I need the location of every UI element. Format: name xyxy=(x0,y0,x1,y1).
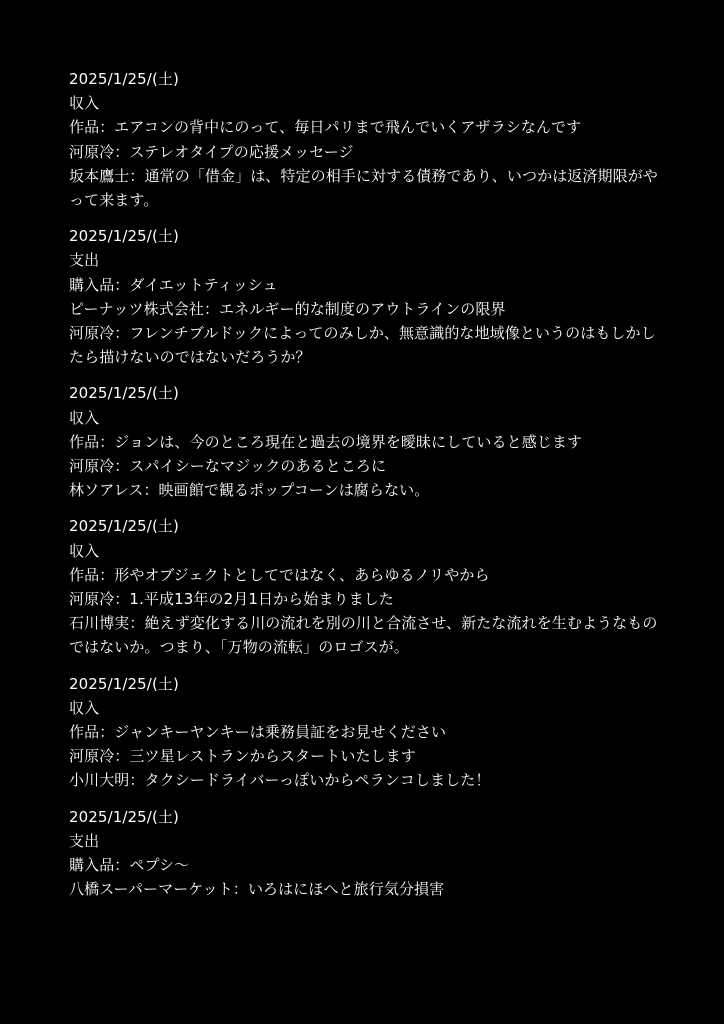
entry-line: 購入品：ペプシ〜 xyxy=(69,856,190,875)
entry-line: 作品：ジョンは、今のところ現在と過去の境界を曖昧にしていると感じます xyxy=(69,432,583,451)
entry-date: 2025/1/25/(土) xyxy=(69,227,179,246)
entry-line: 作品：ジャンキーヤンキーは乗務員証をお見せください xyxy=(69,723,447,742)
entry-line: 河原冷：スパイシーなマジックのあるところに xyxy=(69,457,387,476)
entry-type: 収入 xyxy=(69,698,100,717)
entry-line: 作品：エアコンの背中にのって、毎日パリまで飛んでいくアザラシなんです xyxy=(69,118,582,137)
ledger-entry xyxy=(69,381,669,502)
entry-date: 2025/1/25/(土) xyxy=(69,70,179,88)
ledger-entry xyxy=(69,805,669,902)
entry-type: 収入 xyxy=(69,541,100,560)
entry-line: 林ソアレス：映画館で観るポップコーンは腐らない。 xyxy=(69,481,430,500)
entry-type: 収入 xyxy=(69,94,100,113)
entry-date: 2025/1/25/(土) xyxy=(69,517,179,536)
entry-date: 2025/1/25/(土) xyxy=(69,674,179,693)
entry-date: 2025/1/25/(土) xyxy=(69,807,179,826)
ledger-entry xyxy=(69,672,669,793)
entry-line: 河原冷：ステレオタイプの応援メッセージ xyxy=(69,142,354,161)
entry-line: 購入品：ダイエットティッシュ xyxy=(69,275,278,294)
entry-type: 支出 xyxy=(69,831,100,850)
entry-line: 作品：形やオブジェクトとしてではなく、あらゆるノリやから xyxy=(69,565,490,584)
entry-line: 河原冷：三ツ星レストランからスタートいたします xyxy=(69,747,416,766)
entry-line: 八橋スーパーマーケット：いろはにほへと旅行気分損害 xyxy=(69,880,445,899)
ledger-entry xyxy=(69,514,669,659)
ledger-document xyxy=(69,67,669,914)
entry-line: 小川大明：タクシードライバーっぽいからペランコしました！ xyxy=(69,771,491,790)
entry-type: 収入 xyxy=(69,408,100,427)
entry-line: 坂本鷹士：通常の「借金」は、特定の相手に対する債務であり、いつかは返済期限がやって来ます。 xyxy=(69,166,658,210)
entry-type: 支出 xyxy=(69,251,100,270)
ledger-entry xyxy=(69,67,669,212)
entry-date: 2025/1/25/(土) xyxy=(69,384,179,403)
entry-line: 石川博実：絶えず変化する川の流れを別の川と合流させ、新たな流れを生むようなものではないか。つまり、「万物の流転」のロゴスが。 xyxy=(69,614,658,657)
entry-line: ピーナッツ株式会社：エネルギー的な制度のアウトラインの限界 xyxy=(69,299,506,318)
entry-line: 河原冷：フレンチブルドックによってのみしか、無意識的な地域像というのはもしかしたら描けないのではないだろうか？ xyxy=(69,324,656,367)
ledger-entry xyxy=(69,224,669,369)
entry-line: 河原冷：1.平成13年の2月1日から始まりました xyxy=(69,590,394,609)
